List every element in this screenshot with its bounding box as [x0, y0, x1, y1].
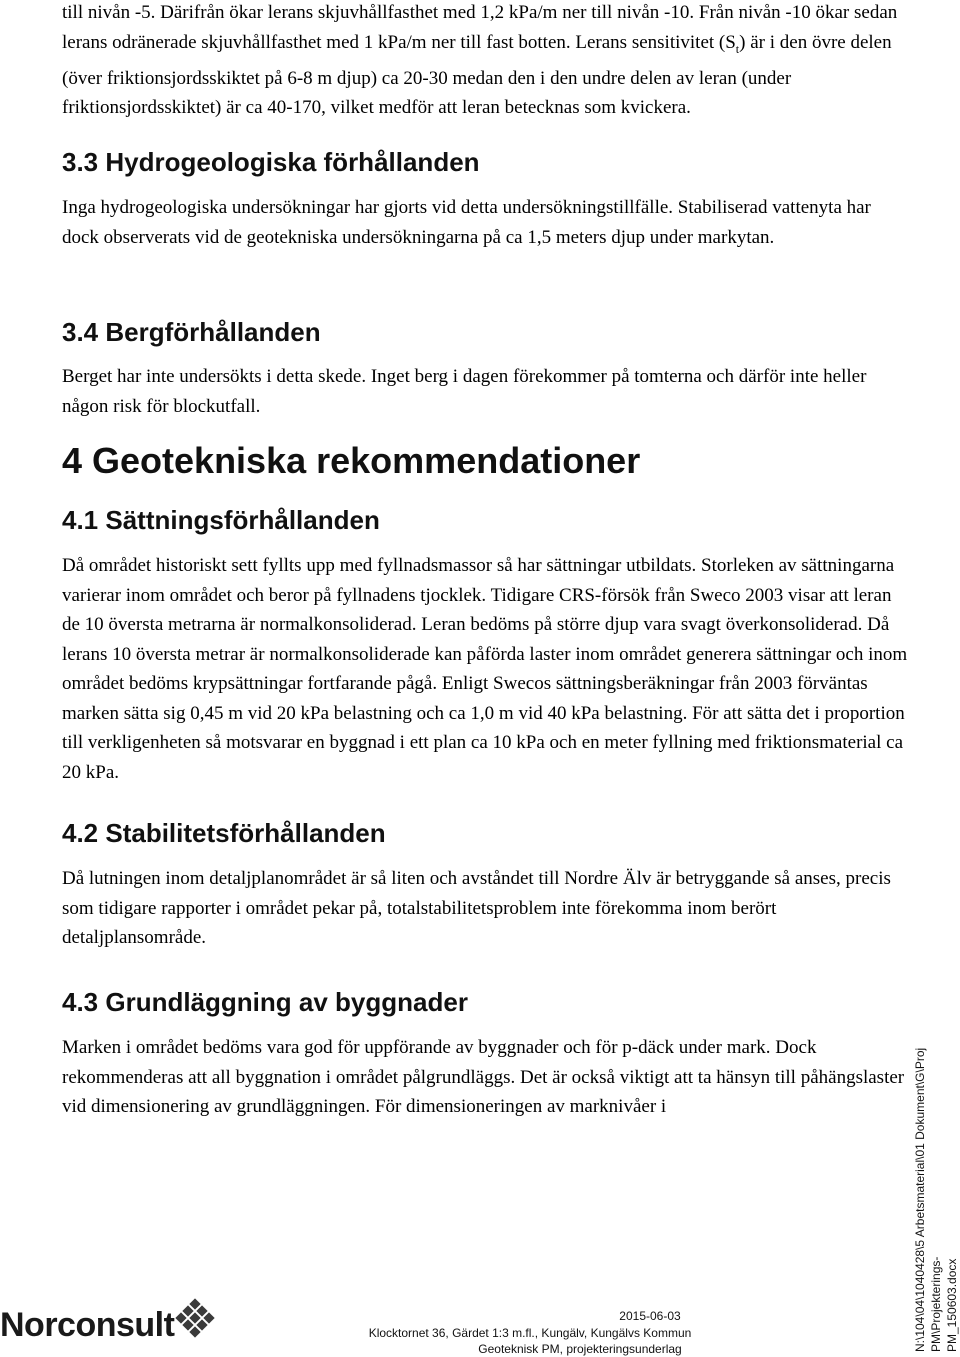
- heading-3-4: 3.4 Bergförhållanden: [62, 317, 321, 347]
- sensitivity-subscript: t: [735, 41, 740, 56]
- footer-project: Klocktornet 36, Gärdet 1:3 m.fl., Kungälv, Kungälvs Kommun: [368, 1326, 692, 1340]
- paragraph-4-1: Då området historiskt sett fyllts upp med fyllnadsmassor så har sättningar utbildats. Storleken av sättningarna varierar inom området och beror på fyllnadens tjocklek. Tidigare CRS-försök från Sweco 2003 visar att leran de 10 översta metrarna är normalkonsoliderad. Leran bedöms på större djup vara svagt överkonsoliderad. Då lerans 10 översta metrar är normalkonsoliderade kan påförda laster inom området generera sättningar och inom området bedöms krypsättningar fortfarande pågå. Enligt Swecos sättningsberäkningar från 2003 förväntas marken sätta sig 0,45 m vid 20 kPa belastning och ca 1,0 m vid 40 kPa belastning. För att sätta det i proportion till verkligenheten så motsvarar en byggnad i ett plan ca 10 kPa och en meter fyllning med friktionsmaterial ca 20 kPa.: [62, 555, 908, 783]
- intro-text: till nivån -5. Därifrån ökar lerans skjuvhållfasthet med 1,2 kPa/m ner till nivån -10. Från nivån -10 ökar sedan lerans odränerade skjuvhållfasthet med 1 kPa/m ner till fast botten. Lerans sensitivitet (S: [62, 2, 898, 53]
- footer-document: Geoteknisk PM, projekteringsunderlag: [478, 1342, 682, 1356]
- file-path-note: [912, 952, 960, 1352]
- heading-4-1: 4.1 Sättningsförhållanden: [62, 505, 380, 535]
- footer-date: 2015-06-03: [619, 1309, 681, 1323]
- norconsult-logo-text: Norconsult: [0, 1306, 175, 1344]
- paragraph-3-4: Berget har inte undersökts i detta skede. Inget berg i dagen förekommer på tomterna och därför inte heller någon risk för blockutfall.: [62, 366, 867, 417]
- heading-4-3: 4.3 Grundläggning av byggnader: [62, 987, 468, 1017]
- paragraph-3-3: Inga hydrogeologiska undersökningar har gjorts vid detta undersökningstillfälle. Stabiliserad vattenyta har dock observerats vid de geotekniska undersökningarna på ca 1,5 meters djup under markytan.: [62, 197, 871, 248]
- paragraph-4-3: Marken i området bedöms vara god för uppförande av byggnader och för p-däck under mark. Dock rekommenderas att all byggnation i området pålgrundläggs. Det är också viktigt att ta hänsyn till påhängslaster vid dimensionering av grundläggningen. För dimensioneringen av marknivåer i: [62, 1037, 905, 1117]
- paragraph-intro: [62, 0, 908, 123]
- file-path-line-2: PM_150603.docx: [945, 1258, 959, 1352]
- heading-4-2: 4.2 Stabilitetsförhållanden: [62, 818, 386, 848]
- heading-3-3: 3.3 Hydrogeologiska förhållanden: [62, 147, 480, 177]
- norconsult-logo-icon: [172, 1298, 218, 1344]
- heading-4: 4 Geotekniska rekommendationer: [62, 440, 641, 481]
- intro-text-end: ) är i den övre delen (över friktionsjordsskiktet på 6-8 m djup) ca 20-30 medan den i den undre delen av leran (under friktionsjordsskiktet) är ca 40-170, vilket medför att leran betecknas som kvickera.: [62, 31, 892, 119]
- paragraph-4-2: Då lutningen inom detaljplanområdet är så liten och avståndet till Nordre Älv är betryggande så anses, precis som tidigare rapporter i området pekar på, totalstabilitetsproblem inte förekomma inom berört detaljplansområde.: [62, 868, 891, 948]
- file-path-line-1: N:\104\04\1040428\5 Arbetsmaterial\01 Dokument\G\Proj PM\Projekterings-: [913, 1047, 943, 1352]
